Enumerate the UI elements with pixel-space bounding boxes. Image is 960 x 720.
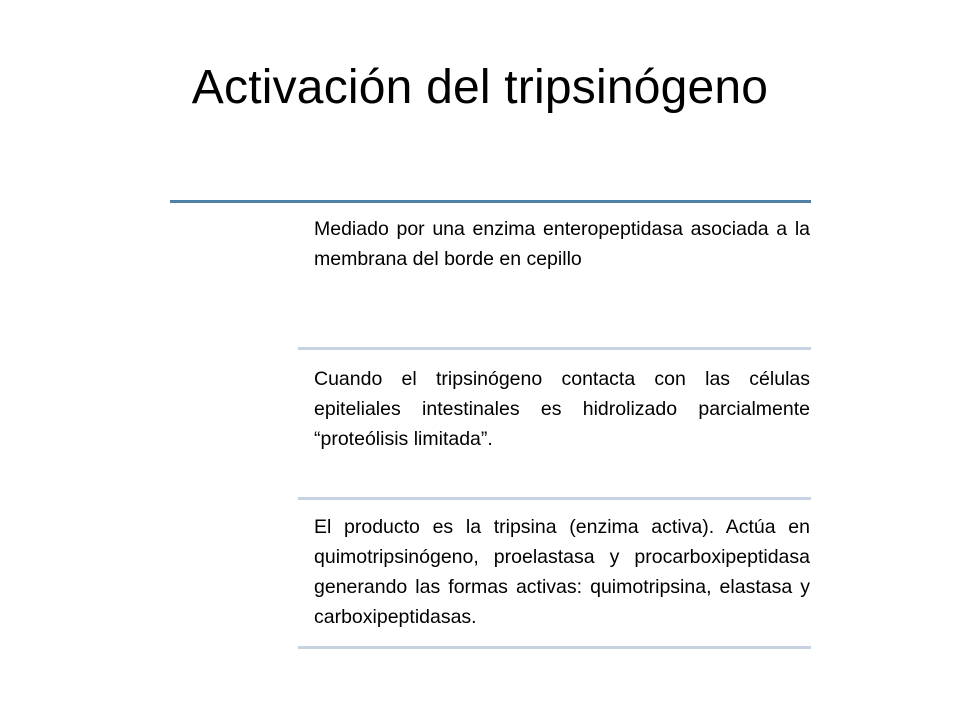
item-divider (298, 497, 811, 500)
item-divider (298, 646, 811, 649)
list-item: Cuando el tripsinógeno contacta con las células epiteliales intestinales es hidrolizado parcialmente “proteólisis limitada”. (314, 368, 810, 450)
slide-title: Activación del tripsinógeno (191, 61, 769, 114)
list-item: Mediado por una enzima enteropeptidasa asociada a la membrana del borde en cepillo (314, 218, 810, 270)
item-divider (298, 347, 811, 350)
top-divider (170, 200, 811, 203)
list-item: El producto es la tripsina (enzima activa). Actúa en quimotripsinógeno, proelastasa y procarboxipeptidasa generando las formas activas: quimotripsina, elastasa y carboxipeptidasas. (314, 516, 810, 628)
